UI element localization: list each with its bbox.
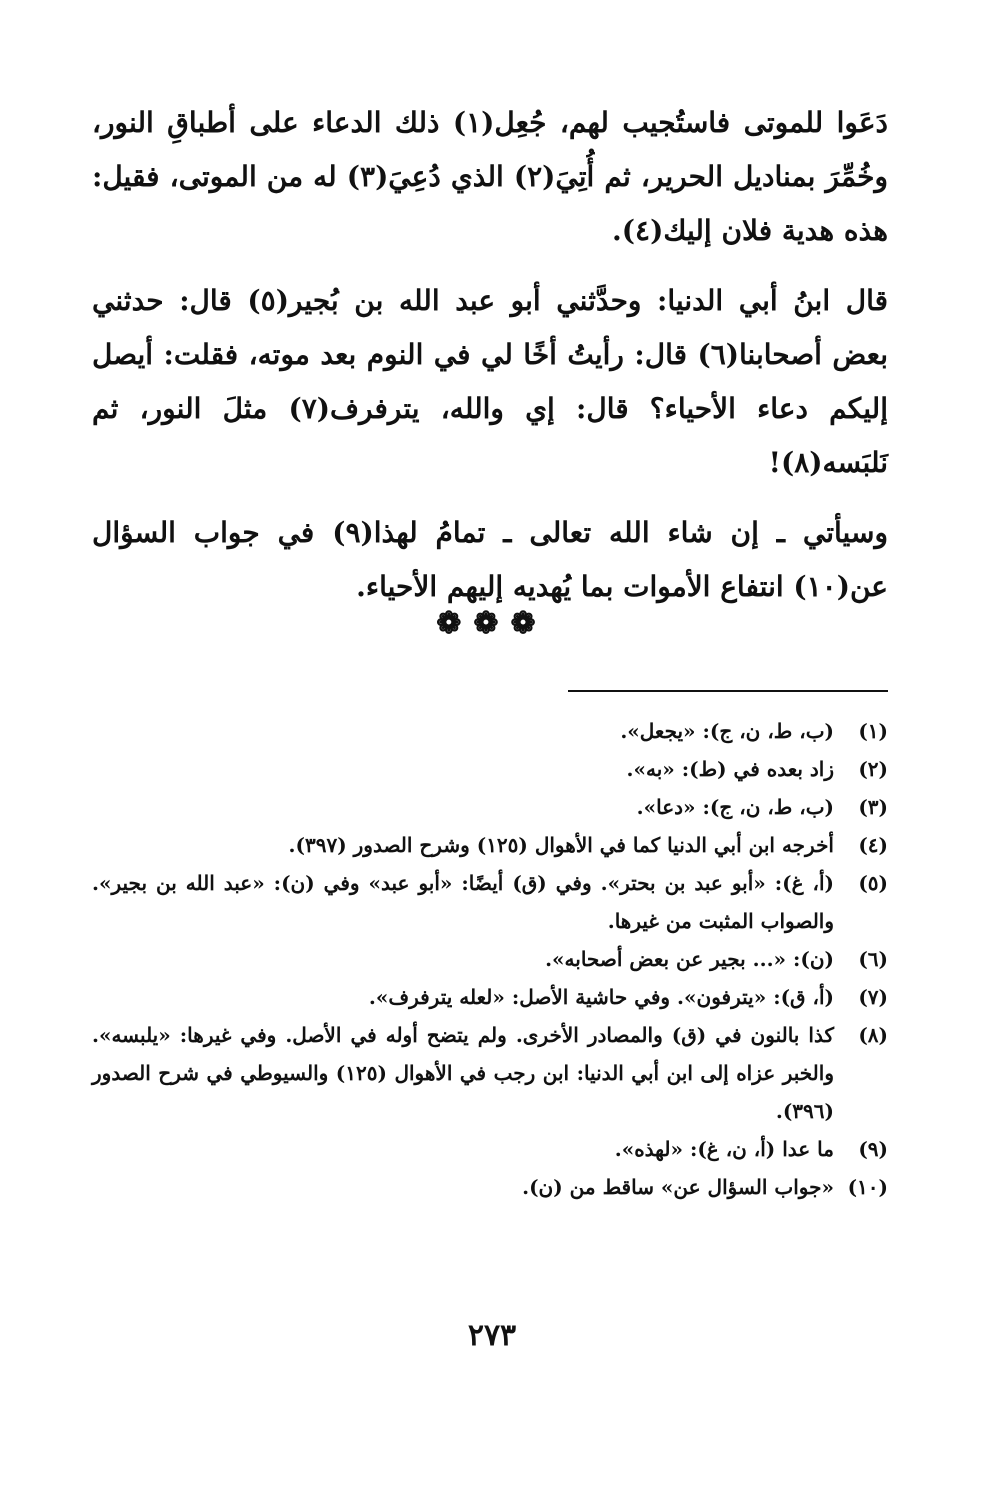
footnote-item	[92, 826, 888, 864]
footnote-item	[92, 750, 888, 788]
section-ornament: ❁❁❁	[436, 606, 548, 641]
footnote-item	[92, 788, 888, 826]
footnote-number: (٤)	[858, 833, 888, 857]
footnote-item	[92, 1130, 888, 1168]
main-text	[92, 96, 888, 630]
footnote-text: كذا بالنون في (ق) والمصادر الأخرى. ولم يتضح أوله في الأصل. وفي غيرها: «يلبسه». والخبر عزاه إلى ابن أبي الدنيا: ابن رجب في الأهوال (١٢٥) والسيوطي في شرح الصدور (٣٩٦).	[92, 1023, 834, 1123]
page-number: ٢٧٣	[467, 1318, 517, 1353]
footnote-divider	[568, 690, 888, 692]
footnote-number: (١٠)	[847, 1175, 888, 1199]
footnote-text: (ب، ط، ن، ج): «يجعل».	[620, 719, 834, 743]
footnote-number: (٦)	[858, 947, 888, 971]
footnote-number: (٨)	[858, 1023, 888, 1047]
footnote-text: (ن): «... بجير عن بعض أصحابه».	[545, 947, 834, 971]
footnotes	[92, 712, 888, 1206]
footnote-text: (ب، ط، ن، ج): «دعا».	[636, 795, 834, 819]
footnote-item	[92, 712, 888, 750]
footnote-number: (٩)	[858, 1137, 888, 1161]
footnote-item	[92, 1168, 888, 1206]
footnote-number: (١)	[858, 719, 888, 743]
footnote-text: (أ، غ): «أبو عبد بن بحتر». وفي (ق) أيضًا: «أبو عبد» وفي (ن): «عبد الله بن بجير». والصواب المثبت من غيرها.	[92, 871, 834, 933]
footnote-text: ما عدا (أ، ن، غ): «لهذه».	[614, 1137, 834, 1161]
footnote-item	[92, 864, 888, 940]
footnote-item	[92, 1016, 888, 1130]
footnote-text: زاد بعده في (ط): «به».	[626, 757, 834, 781]
footnote-number: (٢)	[858, 757, 888, 781]
footnote-number: (٧)	[858, 985, 888, 1009]
footnote-item	[92, 978, 888, 1016]
footnote-text: أخرجه ابن أبي الدنيا كما في الأهوال (١٢٥) وشرح الصدور (٣٩٧).	[288, 833, 834, 857]
footnote-text: (أ، ق): «يترفون». وفي حاشية الأصل: «لعله يترفرف».	[368, 985, 834, 1009]
footnote-item	[92, 940, 888, 978]
paragraph: قال ابنُ أبي الدنيا: وحدَّثني أبو عبد الله بن بُجير(٥) قال: حدثني بعض أصحابنا(٦) قال: رأيتُ أخًا لي في النوم بعد موته، فقلت: أيصل إليكم دعاء الأحياء؟ قال: إي والله، يترفرف(٧) مثلَ النور، ثم نَلبَسه(٨)!	[92, 284, 888, 479]
footnote-number: (٥)	[858, 871, 888, 895]
paragraph: دَعَوا للموتى فاستُجيب لهم، جُعِل(١) ذلك الدعاء على أطباقِ النور، وخُمِّرَ بمناديل الحرير، ثم أُتِيَ(٢) الذي دُعِيَ(٣) له من الموتى، فقيل: هذه هدية فلان إليك(٤).	[92, 106, 889, 247]
footnote-number: (٣)	[858, 795, 888, 819]
paragraph: وسيأتي ـ إن شاء الله تعالى ـ تمامُ لهذا(٩) في جواب السؤال عن(١٠) انتفاع الأموات بما يُهديه إليهم الأحياء.	[92, 516, 888, 603]
footnote-text: «جواب السؤال عن» ساقط من (ن).	[522, 1175, 834, 1199]
